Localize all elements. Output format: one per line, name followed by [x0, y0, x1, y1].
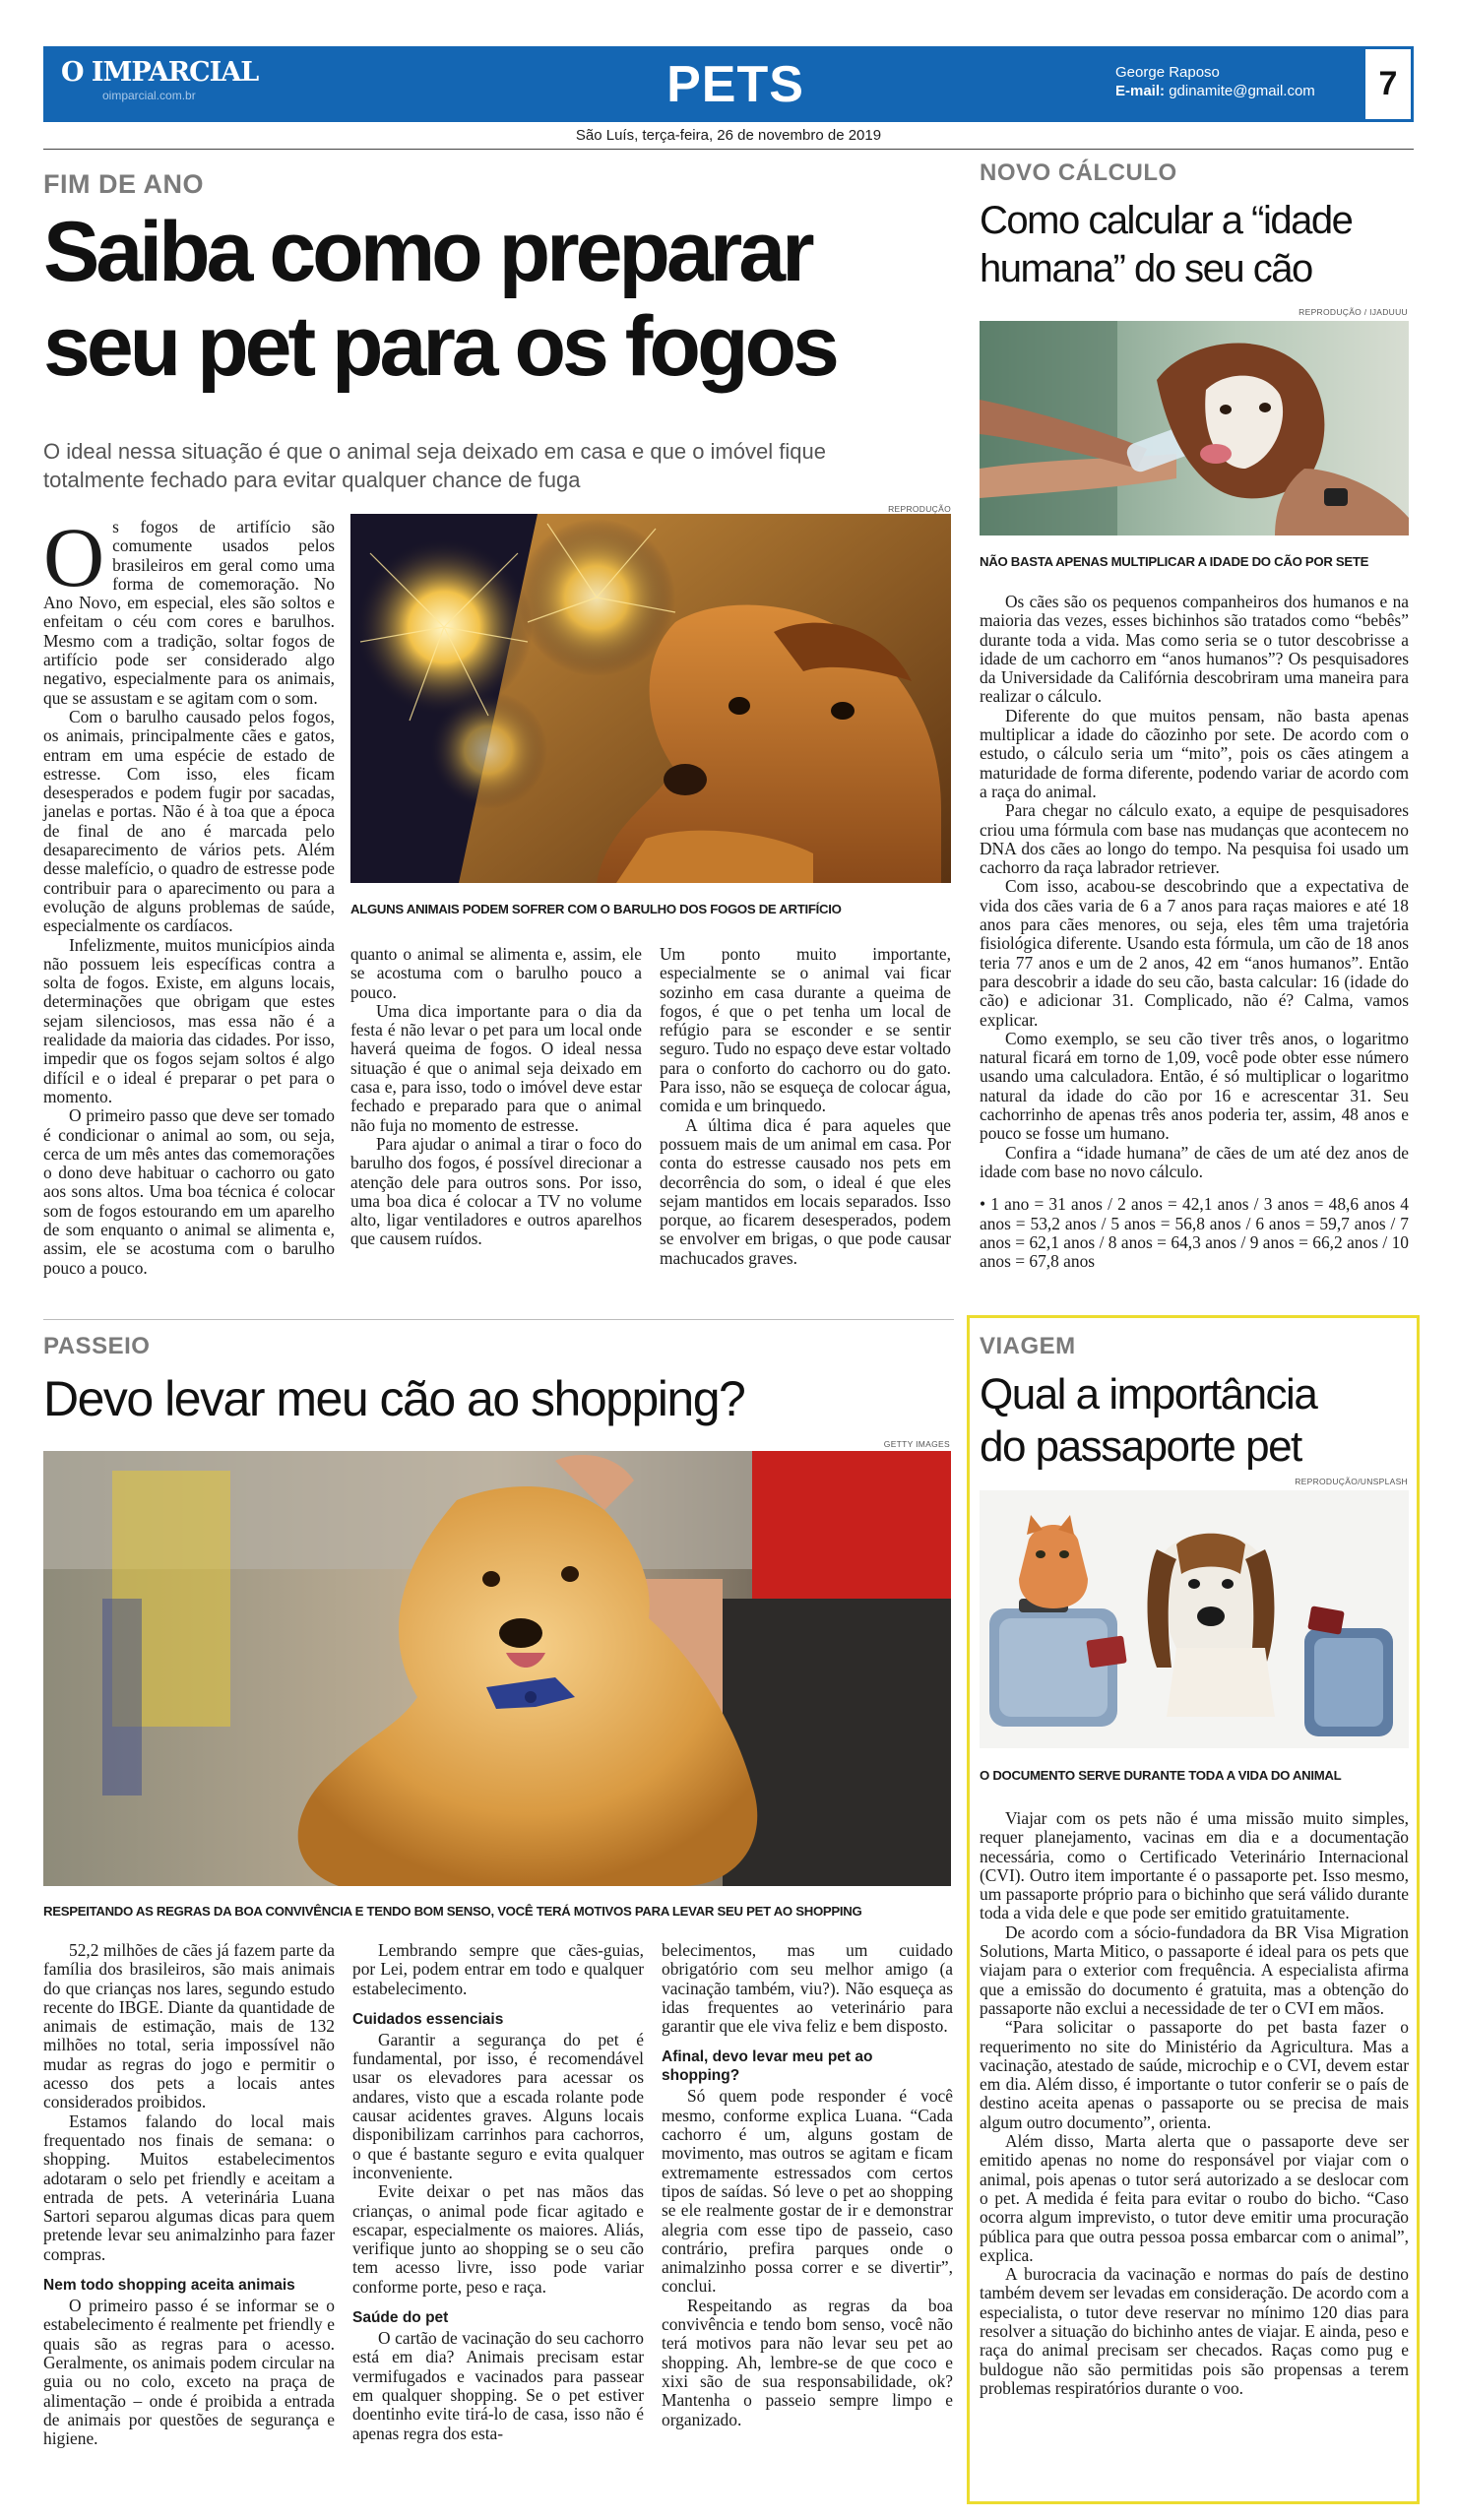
main-column-3 [660, 945, 951, 1268]
passport-p3: “Para solicitar o passaporte do pet basta fazer o requerimento no site do Ministério da Agricultura. Mas a vacinação, atestado de saúde, microchip e o CVI, devem estar em dia. Além disso, é importante o tutor conferir se o país de destino aceita apenas o passaporte ou se precisa de mais algum outro documento”, orienta. [980, 2017, 1409, 2132]
author-email[interactable]: gdinamite@gmail.com [1169, 83, 1315, 99]
main-column-1 [43, 510, 335, 1278]
main-col1-p4: O primeiro passo que deve ser tomado é condicionar o animal ao som, ou seja, cerca de um mês antes das comemorações o dono deve habituar o cachorro ou gato aos sons altos. Uma boa técnica é colocar som de fogos estourando em um aparelho de som enquanto o animal se alimenta e, assim, ele se acostuma com o barulho pouco a pouco. [43, 1105, 335, 1278]
passport-p4: Além disso, Marta alerta que o passaporte deve ser emitido apenas no nome do responsável por viajar com o animal, pois apenas o tutor será autorizado a se deslocar com o pet. A medida é feita para evitar o roubo do bicho. “Caso ocorra algum imprevisto, o tutor deve emitir uma procuração pública para que outra pessoa possa embarcar com o animal”, explica. [980, 2131, 1409, 2265]
author-name: George Raposo [1115, 64, 1220, 81]
calc-body [980, 593, 1409, 1271]
main-column-2 [350, 945, 642, 1249]
shopping-image-golden-retriever [43, 1451, 951, 1886]
shop-col2-p2: Garantir a segurança do pet é fundamental, por isso, é recomendável usar os elevadores para acessar os andares, visto que a escada rolante pode causar acidentes graves. Alguns locais disponibilizam carrinhos para cachorros, o que é bastante seguro e evita qualquer inconveniente. [352, 2029, 644, 2182]
passport-headline-line1: Qual a importância [980, 1370, 1317, 1418]
shopping-column-2 [352, 1941, 644, 2443]
calc-image-caption: NÃO BASTA APENAS MULTIPLICAR A IDADE DO CÃO POR SETE [980, 554, 1369, 569]
calc-headline-line2: humana” do seu cão [980, 247, 1312, 290]
passport-image-caption: O DOCUMENTO SERVE DURANTE TODA A VIDA DO ANIMAL [980, 1768, 1342, 1783]
passport-headline [980, 1368, 1413, 1473]
main-col2-p1: Uma dica importante para o dia da festa é não levar o pet para um local onde haverá queima de fogos. O ideal nessa situação é que o animal seja deixado em casa e, para isso, todo o imóvel deve estar fechado e preparado para que o animal não fuja no momento de estresse. [350, 1000, 642, 1135]
email-label: E-mail: [1115, 83, 1166, 99]
main-kicker: FIM DE ANO [43, 169, 204, 199]
main-col1-p3: Infelizmente, muitos municípios ainda não possuem leis específicas contra a solta de fogos. Existe, em alguns locais, determinações que obrigam que estes sejam silenciosos, mas essa não é a realidade da maioria das cidades. Por isso, impedir que os fogos sejam soltos é algo difícil e o ideal é preparar o pet para o momento. [43, 934, 335, 1106]
section-title: PETS [666, 56, 804, 113]
dateline-rule [43, 149, 1414, 150]
shop-col3-p1: Só quem pode responder é você mesmo, conforme explica Luana. “Cada cachorro é um, alguns gostam de movimento, mas outros se agitam e ficam extremamente estressados com certos tipos de saídas. Só leve o pet ao shopping se ele realmente gostar de ir e demonstrar alegria com esse tipo de passeio, caso contrário, prefira parques onde o animalzinho possa correr e se divertir”, conclui. [662, 2086, 953, 2297]
main-headline [43, 205, 969, 394]
calc-p5: Como exemplo, se seu cão tiver três anos, o logaritmo natural ficará em torno de 1,09, você pode obter esse número usando uma calculadora. Então, é só multiplicar o logaritmo natural da idade do cão por 16 e acrescentar 31. Seu cachorrinho de apenas três anos poderia ter, assim, 48 anos e pouco se fosse um humano. [980, 1028, 1409, 1144]
passport-body [980, 1809, 1409, 2398]
calc-headline-line1: Como calcular a “idade [980, 199, 1353, 242]
shop-col1-p3: O primeiro passo é se informar se o estabelecimento é realmente pet friendly e quais são as regras para o acesso. Geralmente, os animais podem circular na guia ou no colo, exceto na praça de alimentação – onde é proibida a entrada de animais por questões de segurança e higiene. [43, 2296, 335, 2449]
shop-col2-p1: Lembrando sempre que cães-guias, por Lei, podem entrar em todo e qualquer estabelecimento. [352, 1940, 644, 1998]
page-number-box [1362, 46, 1414, 122]
calc-p6: Confira a “idade humana” de cães de um até dez anos de idade com base no novo cálculo. [980, 1142, 1409, 1181]
main-image-credit: REPRODUÇÃO [888, 504, 951, 514]
main-deck-line1: O ideal nessa situação é que o animal seja deixado em casa e que o imóvel fique [43, 439, 826, 464]
main-col1-p2: Com o barulho causado pelos fogos, os animais, principalmente cães e gatos, entram em uma espécie de estado de estresse. Com isso, eles ficam desesperados e podem fugir por sacadas, janelas e portas. Não é à toa que a época de final de ano é marcada pelo desaparecimento de vários pets. Além desse malefício, o quadro de estresse pode contribuir para o aparecimento ou para a evolução de alguns problemas de saúde, especialmente os cardíacos. [43, 706, 335, 936]
shopping-column-1 [43, 1941, 335, 2448]
main-col2-p2: Para ajudar o animal a tirar o foco do barulho dos fogos, é possível direcionar a atenção dele para outros sons. Por isso, uma boa dica é colocar a TV no volume alto, ligar ventiladores e outros aparelhos que causem ruídos. [350, 1133, 642, 1249]
calc-image-dog-drinking [980, 321, 1409, 536]
shopping-headline: Devo levar meu cão ao shopping? [43, 1371, 745, 1426]
page-number: 7 [1378, 65, 1398, 102]
shop-col2-p4: O cartão de vacinação do seu cachorro está em dia? Animais precisam estar vermifugados e vacinados para passear em qualquer shopping. Se o pet estiver doentinho evite tirá-lo de casa, isso não é apenas regra dos esta- [352, 2328, 644, 2443]
passport-image-credit: REPRODUÇÃO/UNSPLASH [1295, 1477, 1408, 1486]
main-col3-p1: Um ponto muito importante, especialmente se o animal vai ficar sozinho em casa durante a queima de fogos, é que o pet tenha um local de refúgio para se esconder e se sentir seguro. Tudo no espaço deve estar voltado para o conforto do cachorro ou do gato. Para isso, não se esqueça de colocar água, comida e um brinquedo. [660, 944, 951, 1116]
shop-col3-p2: Respeitando as regras da boa convivência e tendo bom senso, você não terá motivos para não levar seu pet ao shopping. Ah, lembre-se de que coco e xixi são de sua responsabilidade, ok? Mantenha o passeio sempre limpo e organizado. [662, 2295, 953, 2429]
dateline: São Luís, terça-feira, 26 de novembro de 2019 [575, 127, 882, 144]
shopping-image-credit: GETTY IMAGES [883, 1439, 950, 1449]
shop-col1-p1: 52,2 milhões de cães já fazem parte da família dos brasileiros, são mais animais do que crianças nos lares, segundo estudo recente do IBGE. Diante da quantidade de animais de estimação, mais de 132 milhões no total, seria impossível não mudar as regras do jogo e permitir o acesso dos pets a locais antes considerados proibidos. [43, 1940, 335, 2112]
dropcap: O [43, 510, 105, 604]
shop-subhead-4: Afinal, devo levar meu pet ao shopping? [662, 2048, 873, 2085]
passport-headline-line2: do passaporte pet [980, 1422, 1301, 1471]
shop-subhead-1: Nem todo shopping aceita animais [43, 2277, 295, 2295]
calc-image-credit: REPRODUÇÃO / IJADUUU [1299, 307, 1408, 317]
main-headline-line1: Saiba como preparar [43, 205, 811, 299]
main-headline-line2: seu pet para os fogos [43, 299, 836, 394]
author-block [1115, 63, 1352, 100]
main-deck [43, 437, 969, 494]
calc-p1: Os cães são os pequenos companheiros dos humanos e na maioria das vezes, esses bichinhos são tratados como “bebês” durante toda a vida. Mas como seria se o tutor descobrisse a idade de um cachorro em “anos humanos”? Os pesquisadores da Universidade da Califórnia descobriram uma maneira para realizar o cálculo. [980, 592, 1409, 707]
calc-age-table: • 1 ano = 31 anos / 2 anos = 42,1 anos / 3 anos = 48,6 anos 4 anos = 53,2 anos / 5 anos = 56,8 anos / 6 anos = 59,7 anos / 7 anos = 62,1 anos / 8 anos = 64,3 anos / 9 anos = 66,2 anos / 10 anos = 67,8 anos [980, 1194, 1409, 1272]
main-col3-p2: A última dica é para aqueles que possuem mais de um animal em casa. Por conta do estresse causado nos pets em decorrência do som, o ideal é que eles sejam mantidos em locais separados. Isso porque, ao ficarem desesperados, podem se envolver em brigas, o que pode causar machucados graves. [660, 1114, 951, 1268]
passport-p5: A burocracia da vacinação e normas do país de destino também devem ser levadas em consideração. De acordo com a especialista, o tutor deve reservar no mínimo 120 dias para resolver a situação do bichinho antes de viajar. E ainda, peso e raça do animal precisam ser checados. Raças como pug e buldogue não são permitidas pois são propensas a terem problemas respiratórios durante o voo. [980, 2264, 1409, 2398]
calc-p3: Para chegar no cálculo exato, a equipe de pesquisadores criou uma fórmula com base nas mudanças que acontecem no DNA dos cães ao longo do tempo. Na pesquisa foi usado um cachorro da raça labrador retriever. [980, 800, 1409, 878]
passport-p1: Viajar com os pets não é uma missão muito simples, requer planejamento, vacinas em dia e a documentação necessária, como o Certificado Veterinário Internacional (CVI). Outro item importante é o passaporte pet. Isso mesmo, um passaporte próprio para o bichinho que será válido durante toda a vida dele e que pode ser emitido gratuitamente. [980, 1808, 1409, 1923]
shop-col1-p2: Estamos falando do local mais frequentado nos finais de semana: o shopping. Muitos estabelecimentos adotaram o selo pet friendly e aceitam a entrada de pets. A veterinária Luana Sartori separou algumas dicas para quem pretende levar seu animalzinho para fazer compras. [43, 2110, 335, 2264]
calc-kicker: NOVO CÁLCULO [980, 159, 1177, 186]
calc-p4: Com isso, acabou-se descobrindo que a expectativa de vida dos cães varia de 6 a 7 anos para raças maiores e até 18 anos para cães menores, ou seja, eles têm uma trajetória fisiológica diferente. Usando esta fórmula, um cão de 18 anos teria 77 anos e um de 2 anos, 42 em “anos humanos”. Então para descobrir a idade do seu cão, basta calcular: 16 (idade do cão) e adicionar 31. Complicado, não é? Calma, vamos explicar. [980, 876, 1409, 1030]
main-col2-cont: quanto o animal se alimenta e, assim, ele se acostuma com o barulho pouco a pouco. [350, 944, 642, 1002]
passport-kicker: VIAGEM [980, 1333, 1076, 1359]
masthead-logo [61, 57, 278, 112]
shop-subhead-3: Saúde do pet [352, 2309, 449, 2327]
shop-col2-p3: Evite deixar o pet nas mãos das crianças, o animal pode ficar agitado e escapar, especialmente os maiores. Aliás, verifique junto ao shopping se o seu cão tem acesso livre, isso pode variar conforme porte, peso e raça. [352, 2181, 644, 2297]
main-col1-p1: s fogos de artifício são comumente usados pelos brasileiros em geral como uma forma de comemoração. No Ano Novo, em especial, eles são soltos e enfeitam o céu com cores e barulhos. Mesmo com a tradição, soltar fogos de artifício pode ser considerado algo negativo, especialmente para os animais, que se assustam e se agitam com o som. [43, 517, 335, 708]
passport-p2: De acordo com a sócio-fundadora da BR Visa Migration Solutions, Marta Mitico, o passaporte é ideal para os pets que viajam para o exterior com frequência. A especialista afirma que a emissão do documento é gratuita, mas a obtenção do passaporte não exclui a necessidade de ter o CVI em mãos. [980, 1922, 1409, 2018]
shopping-image-caption: RESPEITANDO AS REGRAS DA BOA CONVIVÊNCIA E TENDO BOM SENSO, VOCÊ TERÁ MOTIVOS PARA LEVAR SEU PET AO SHOPPING [43, 1904, 862, 1919]
section-rule-shopping [43, 1319, 954, 1320]
logo-text: O IMPARCIAL [61, 57, 259, 88]
calc-headline [980, 197, 1418, 293]
main-image-caption: ALGUNS ANIMAIS PODEM SOFRER COM O BARULHO DOS FOGOS DE ARTIFÍCIO [350, 902, 842, 916]
shopping-column-3 [662, 1941, 953, 2429]
main-deck-line2: totalmente fechado para evitar qualquer chance de fuga [43, 468, 581, 492]
main-image-fireworks-dog [350, 514, 951, 883]
shopping-kicker: PASSEIO [43, 1333, 151, 1359]
shop-subhead-2: Cuidados essenciais [352, 2010, 504, 2028]
calc-p2: Diferente do que muitos pensam, não basta apenas multiplicar a idade do cãozinho por sete. De acordo com o estudo, o cálculo seria um “mito”, pois os cães atingem a maturidade de forma diferente, podendo variar de acordo com a raça do animal. [980, 705, 1409, 801]
shop-col3-cont: belecimentos, mas um cuidado obrigatório com seu melhor amigo (a vacinação também, viu?). Não esqueça as idas frequentes ao veterinário para garantir que ele viva feliz e bem disposto. [662, 1940, 953, 2037]
passport-image-pets-luggage [980, 1490, 1409, 1748]
logo-url: oimparcial.com.br [102, 89, 196, 102]
